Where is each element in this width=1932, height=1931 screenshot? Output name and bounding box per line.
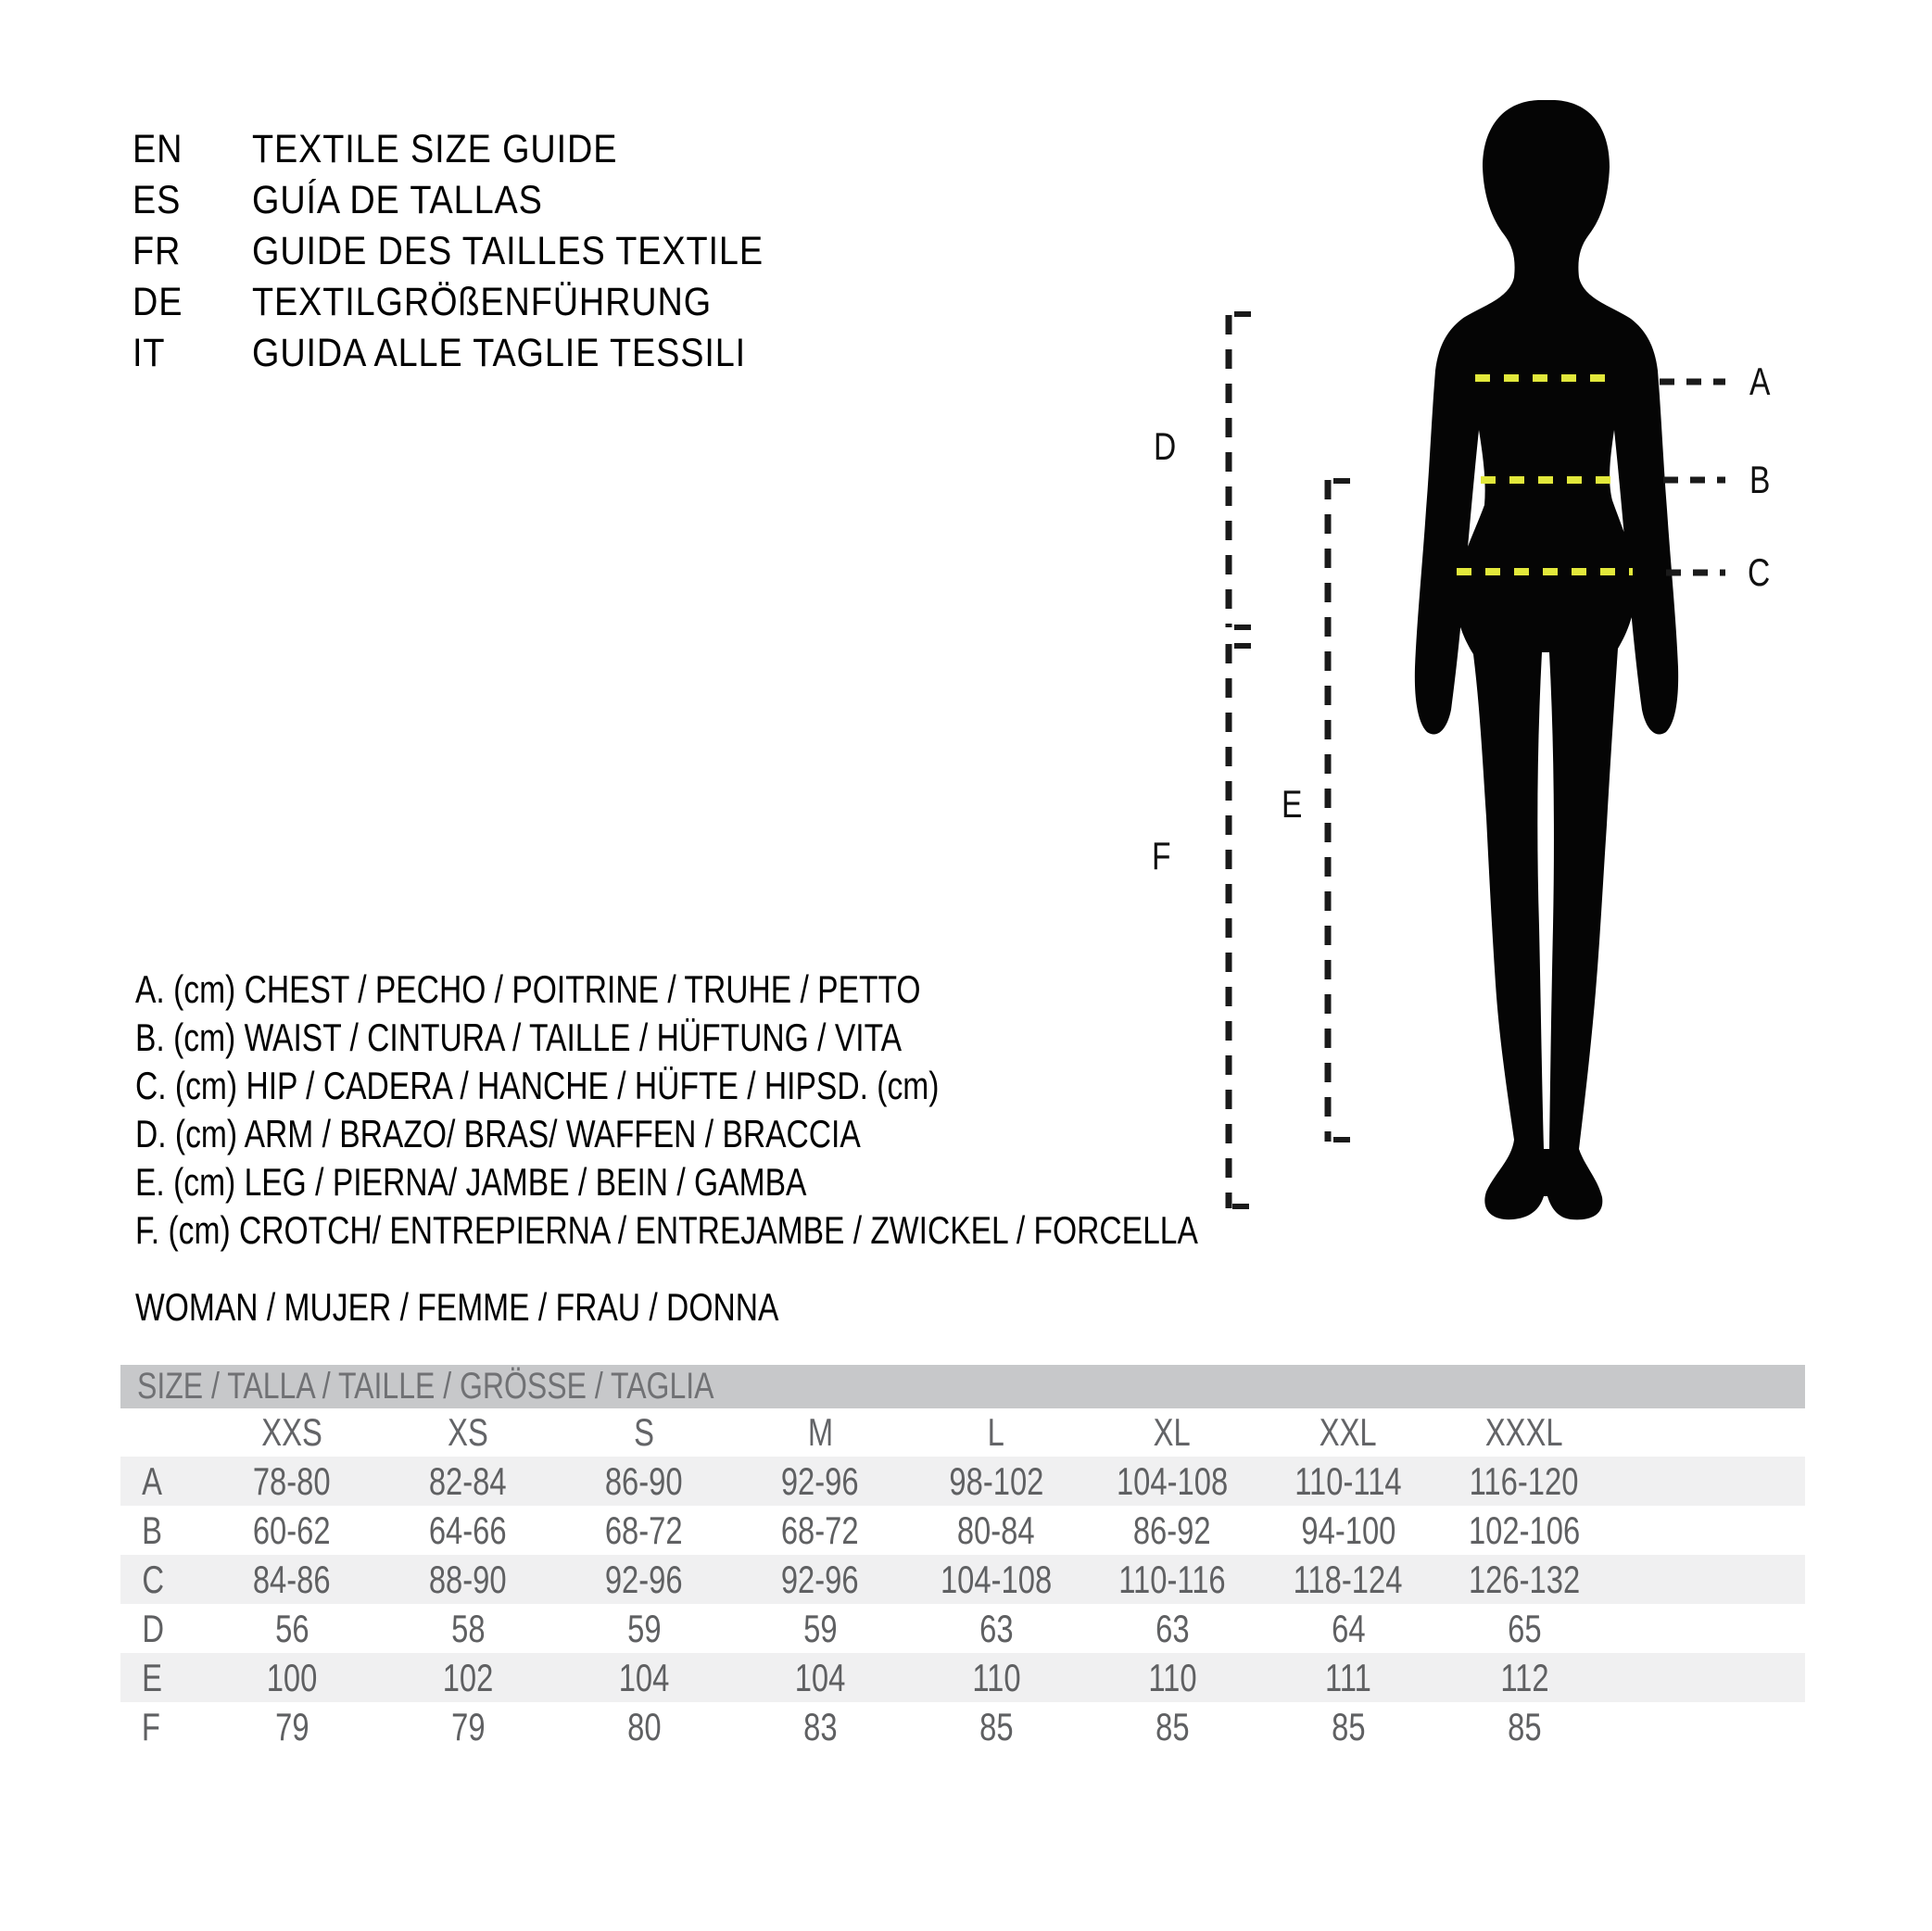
size-column-header: XS <box>448 1410 488 1454</box>
table-cell: 85 <box>1331 1704 1366 1748</box>
table-cell: 110 <box>971 1655 1021 1699</box>
table-cell: 84-86 <box>253 1557 331 1601</box>
row-values <box>204 1607 1612 1651</box>
measurement-legend-item: F. (cm) CROTCH/ ENTREPIERNA / ENTREJAMBE / ZWICKEL / FORCELLA <box>135 1208 1198 1252</box>
language-code: FR <box>133 229 182 273</box>
table-cell: 94-100 <box>1300 1508 1396 1552</box>
size-column-header: L <box>987 1410 1005 1454</box>
table-cell: 63 <box>979 1606 1014 1650</box>
table-cell: 92-96 <box>605 1557 683 1601</box>
table-cell: 56 <box>274 1606 309 1650</box>
size-table-title-bar <box>120 1365 1805 1408</box>
table-cell: 83 <box>802 1704 838 1748</box>
size-column-header: XXL <box>1320 1410 1377 1454</box>
marker-label-crotch: F <box>1152 834 1171 877</box>
row-key: D <box>142 1606 165 1650</box>
table-cell: 102-106 <box>1468 1508 1581 1552</box>
row-key: F <box>141 1704 160 1748</box>
table-cell: 80 <box>626 1704 662 1748</box>
row-key: C <box>142 1557 165 1601</box>
table-cell: 110-116 <box>1118 1557 1226 1601</box>
table-cell: 92-96 <box>781 1458 859 1503</box>
table-cell: 68-72 <box>605 1508 683 1552</box>
table-cell: 126-132 <box>1468 1557 1581 1601</box>
woman-silhouette <box>1415 100 1678 1219</box>
table-cell: 60-62 <box>253 1508 331 1552</box>
size-table-title: SIZE / TALLA / TAILLE / GRÖSSE / TAGLIA <box>137 1366 714 1407</box>
table-cell: 59 <box>626 1606 662 1650</box>
table-cell: 85 <box>1507 1704 1542 1748</box>
table-cell: 118-124 <box>1294 1557 1403 1601</box>
size-column-header: XXXL <box>1485 1410 1563 1454</box>
language-row <box>133 175 833 226</box>
table-cell: 86-90 <box>605 1458 683 1503</box>
marker-label-chest: A <box>1749 360 1771 403</box>
row-values <box>204 1459 1612 1504</box>
table-cell: 85 <box>979 1704 1014 1748</box>
table-row <box>120 1457 1805 1506</box>
table-cell: 68-72 <box>781 1508 859 1552</box>
row-values <box>204 1656 1612 1700</box>
table-row <box>120 1653 1805 1702</box>
size-table <box>120 1365 1805 1751</box>
table-row <box>120 1555 1805 1604</box>
measurement-legend-item: B. (cm) WAIST / CINTURA / TAILLE / HÜFTUNG / VITA <box>135 1016 903 1059</box>
table-cell: 78-80 <box>253 1458 331 1503</box>
table-cell: 86-92 <box>1133 1508 1211 1552</box>
size-table-header-row <box>120 1408 1805 1457</box>
marker-label-leg: E <box>1282 782 1303 826</box>
table-cell: 100 <box>266 1655 318 1699</box>
size-column-header: XXS <box>261 1410 322 1454</box>
table-cell: 58 <box>450 1606 486 1650</box>
table-cell: 104 <box>794 1655 846 1699</box>
row-key: A <box>142 1458 162 1503</box>
language-row <box>133 328 833 379</box>
row-key: B <box>142 1508 162 1552</box>
table-cell: 92-96 <box>781 1557 859 1601</box>
woman-silhouette-figure <box>1140 74 1788 1242</box>
table-cell: 65 <box>1507 1606 1542 1650</box>
table-cell: 116-120 <box>1470 1458 1579 1503</box>
table-cell: 85 <box>1155 1704 1190 1748</box>
language-guide-title: TEXTILE SIZE GUIDE <box>252 127 618 171</box>
table-cell: 64-66 <box>429 1508 507 1552</box>
size-table-body <box>120 1457 1805 1751</box>
table-cell: 110 <box>1147 1655 1197 1699</box>
size-column-header: XL <box>1153 1410 1192 1454</box>
measurement-legend-item: C. (cm) HIP / CADERA / HANCHE / HÜFTE / HIPSD. (cm) <box>135 1064 940 1107</box>
language-title-list <box>133 124 833 379</box>
row-key: E <box>142 1655 162 1699</box>
table-cell: 102 <box>442 1655 494 1699</box>
table-cell: 80-84 <box>957 1508 1035 1552</box>
size-column-header: S <box>634 1410 654 1454</box>
table-cell: 112 <box>1499 1655 1549 1699</box>
language-guide-title: GUÍA DE TALLAS <box>252 178 543 222</box>
audience-title: WOMAN / MUJER / FEMME / FRAU / DONNA <box>135 1285 779 1329</box>
row-values <box>204 1705 1612 1749</box>
language-guide-title: GUIDA ALLE TAGLIE TESSILI <box>252 331 747 375</box>
language-row <box>133 277 833 328</box>
table-cell: 88-90 <box>429 1557 507 1601</box>
table-cell: 82-84 <box>429 1458 507 1503</box>
table-row <box>120 1702 1805 1751</box>
table-cell: 104-108 <box>940 1557 1053 1601</box>
marker-label-waist: B <box>1749 458 1771 501</box>
language-code: DE <box>133 280 183 324</box>
marker-label-hip: C <box>1748 550 1771 594</box>
row-values <box>204 1508 1612 1553</box>
row-values <box>204 1558 1612 1602</box>
language-code: EN <box>133 127 183 171</box>
table-cell: 104 <box>618 1655 670 1699</box>
table-cell: 79 <box>274 1704 309 1748</box>
table-cell: 98-102 <box>948 1458 1044 1503</box>
marker-label-arm: D <box>1154 424 1177 468</box>
table-cell: 79 <box>450 1704 486 1748</box>
language-row <box>133 226 833 277</box>
language-code: IT <box>133 331 166 375</box>
measurement-legend-item: E. (cm) LEG / PIERNA/ JAMBE / BEIN / GAMBA <box>135 1160 807 1204</box>
table-cell: 63 <box>1155 1606 1190 1650</box>
table-row <box>120 1506 1805 1555</box>
language-row <box>133 124 833 175</box>
language-guide-title: TEXTILGRÖßENFÜHRUNG <box>252 280 713 324</box>
table-cell: 59 <box>802 1606 838 1650</box>
table-cell: 64 <box>1331 1606 1366 1650</box>
measure-end-ticks <box>1232 314 1350 1206</box>
vertical-measure-lines <box>1229 315 1328 1208</box>
table-cell: 111 <box>1325 1655 1371 1699</box>
table-cell: 104-108 <box>1116 1458 1229 1503</box>
language-code: ES <box>133 178 182 222</box>
table-cell: 110-114 <box>1294 1458 1402 1503</box>
size-column-header: M <box>807 1410 833 1454</box>
measurement-legend-item: A. (cm) CHEST / PECHO / POITRINE / TRUHE / PETTO <box>135 967 921 1011</box>
measurement-legend-item: D. (cm) ARM / BRAZO/ BRAS/ WAFFEN / BRACCIA <box>135 1112 861 1155</box>
language-guide-title: GUIDE DES TAILLES TEXTILE <box>252 229 764 273</box>
table-row <box>120 1604 1805 1653</box>
